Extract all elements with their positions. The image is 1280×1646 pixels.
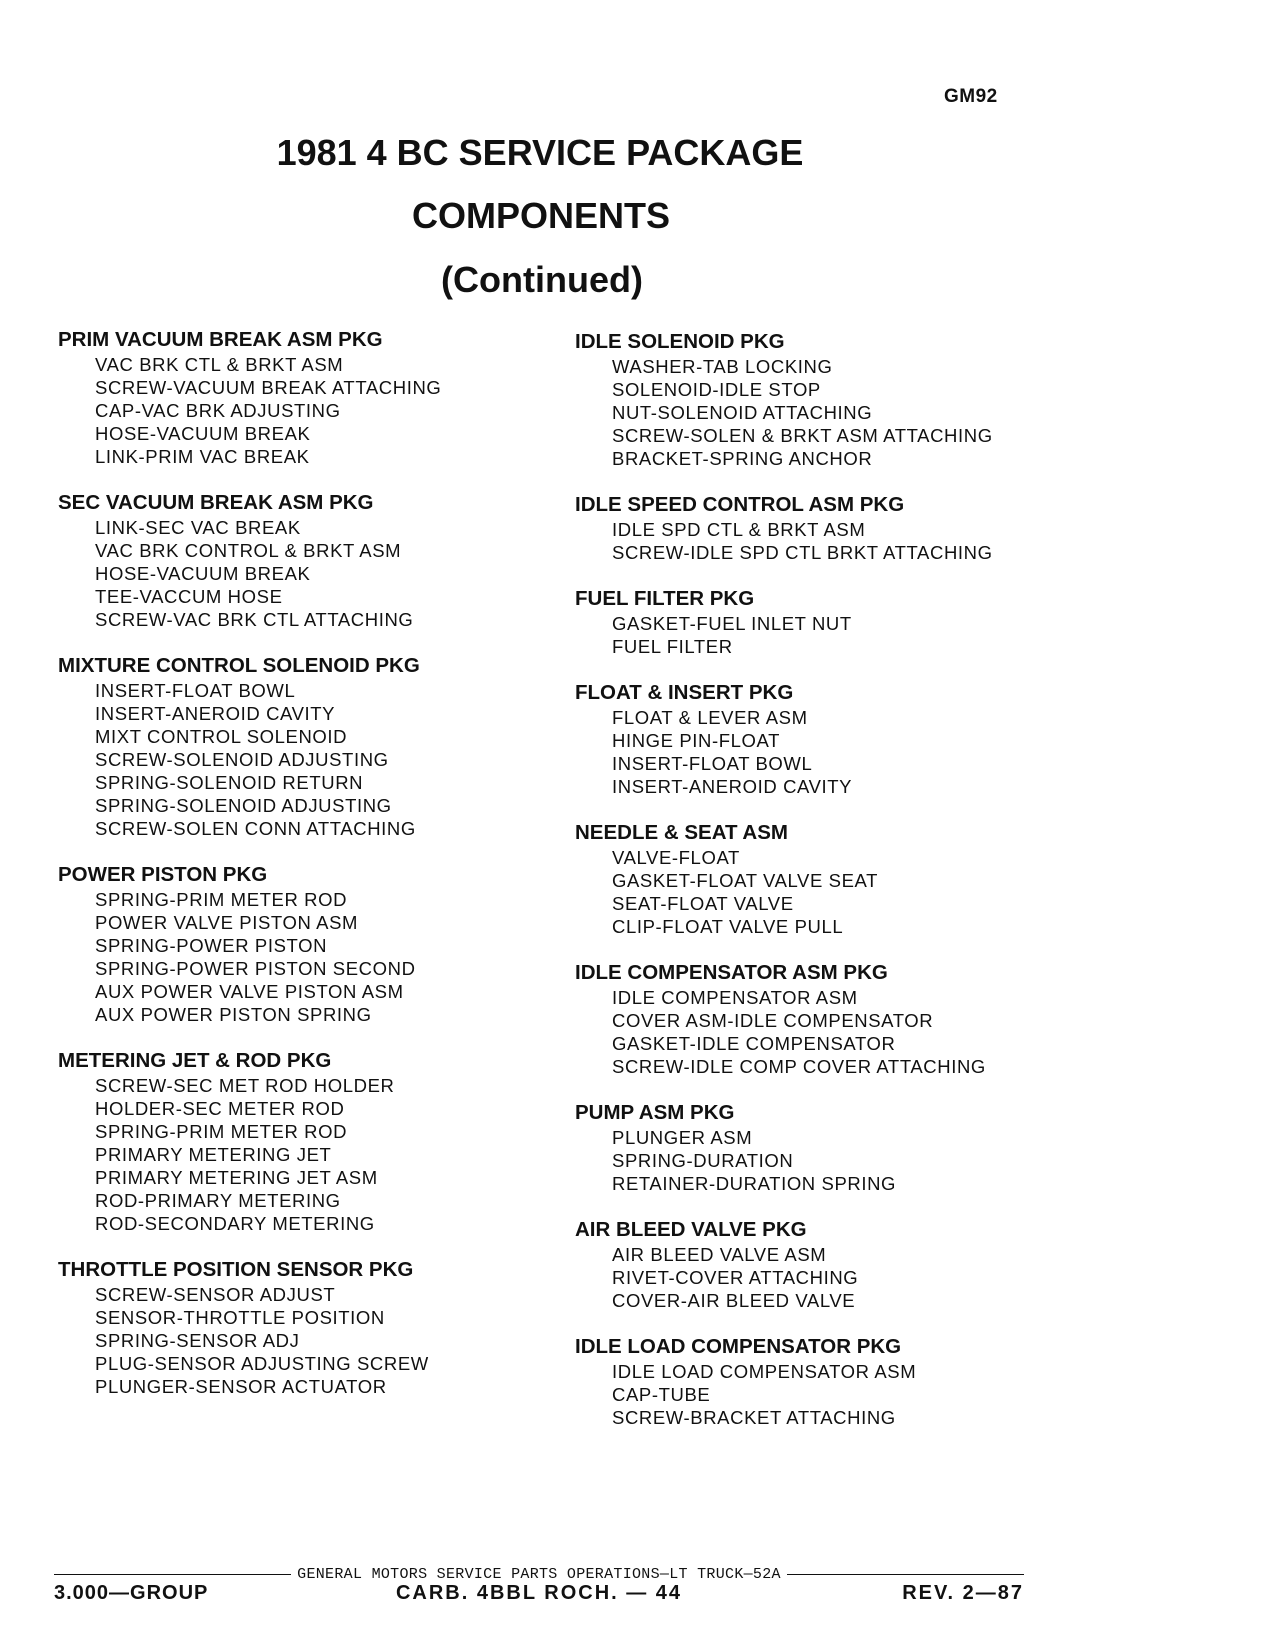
package-section (58, 1257, 618, 1398)
package-title: FLOAT & INSERT PKG (575, 681, 794, 704)
package-item-list (58, 516, 618, 631)
package-item-list (575, 612, 1135, 658)
package-item: SCREW-SOLEN CONN ATTACHING (95, 818, 416, 839)
package-item: LINK-SEC VAC BREAK (95, 517, 301, 538)
package-item: ROD-PRIMARY METERING (95, 1190, 341, 1211)
package-item: SPRING-POWER PISTON SECOND (95, 958, 416, 979)
package-item-list (575, 1360, 1135, 1429)
package-item: CLIP-FLOAT VALVE PULL (612, 916, 844, 937)
package-title: MIXTURE CONTROL SOLENOID PKG (58, 654, 420, 677)
package-item: PRIMARY METERING JET ASM (95, 1167, 378, 1188)
package-item: PLUNGER ASM (612, 1127, 753, 1148)
package-item-list (575, 1243, 1135, 1312)
package-section (575, 1100, 1135, 1195)
package-item: SCREW-IDLE COMP COVER ATTACHING (612, 1056, 986, 1077)
package-section (575, 960, 1135, 1078)
package-title: THROTTLE POSITION SENSOR PKG (58, 1258, 414, 1281)
package-item: SCREW-VACUUM BREAK ATTACHING (95, 377, 442, 398)
package-section (575, 1334, 1135, 1429)
footer-rule-left (54, 1574, 291, 1575)
package-item: VAC BRK CTL & BRKT ASM (95, 354, 344, 375)
package-title: SEC VACUUM BREAK ASM PKG (58, 491, 374, 514)
document-code: GM92 (944, 86, 998, 107)
package-section (575, 1217, 1135, 1312)
package-title: METERING JET & ROD PKG (58, 1049, 332, 1072)
package-title: IDLE COMPENSATOR ASM PKG (575, 961, 888, 984)
package-item: INSERT-ANEROID CAVITY (95, 703, 336, 724)
package-item: HOSE-VACUUM BREAK (95, 423, 311, 444)
package-section (575, 820, 1135, 938)
footer-publisher: GENERAL MOTORS SERVICE PARTS OPERATIONS—LT TRUCK—52A (297, 1566, 781, 1583)
package-item: RIVET-COVER ATTACHING (612, 1267, 859, 1288)
package-title: FUEL FILTER PKG (575, 587, 755, 610)
package-item: SCREW-VAC BRK CTL ATTACHING (95, 609, 414, 630)
package-item: VAC BRK CONTROL & BRKT ASM (95, 540, 402, 561)
footer-rule-right (787, 1574, 1024, 1575)
package-item: SPRING-PRIM METER ROD (95, 1121, 348, 1142)
footer-group: 3.000—GROUP (54, 1582, 209, 1604)
package-item-list (575, 1126, 1135, 1195)
package-item: PLUG-SENSOR ADJUSTING SCREW (95, 1353, 429, 1374)
package-item: GASKET-IDLE COMPENSATOR (612, 1033, 896, 1054)
package-item: IDLE COMPENSATOR ASM (612, 987, 858, 1008)
package-item: VALVE-FLOAT (612, 847, 740, 868)
package-item: CAP-VAC BRK ADJUSTING (95, 400, 341, 421)
package-title: AIR BLEED VALVE PKG (575, 1218, 807, 1241)
package-title: POWER PISTON PKG (58, 863, 268, 886)
package-item: TEE-VACCUM HOSE (95, 586, 283, 607)
footer (54, 1582, 1024, 1610)
package-item: RETAINER-DURATION SPRING (612, 1173, 897, 1194)
package-item: SOLENOID-IDLE STOP (612, 379, 821, 400)
package-item: SPRING-DURATION (612, 1150, 794, 1171)
package-title: NEEDLE & SEAT ASM (575, 821, 788, 844)
page-title-line3: (Continued) (441, 259, 643, 300)
package-item-list (58, 679, 618, 840)
package-title: PRIM VACUUM BREAK ASM PKG (58, 328, 383, 351)
package-item: HINGE PIN-FLOAT (612, 730, 780, 751)
footer-revision: REV. 2—87 (902, 1582, 1024, 1604)
package-item: SPRING-SOLENOID ADJUSTING (95, 795, 392, 816)
package-item: FLOAT & LEVER ASM (612, 707, 808, 728)
package-item-list (575, 355, 1135, 470)
package-item: WASHER-TAB LOCKING (612, 356, 833, 377)
package-item: SCREW-BRACKET ATTACHING (612, 1407, 896, 1428)
package-item: NUT-SOLENOID ATTACHING (612, 402, 873, 423)
package-item: SCREW-SOLEN & BRKT ASM ATTACHING (612, 425, 993, 446)
package-item: AUX POWER PISTON SPRING (95, 1004, 372, 1025)
package-item: LINK-PRIM VAC BREAK (95, 446, 310, 467)
package-item-list (58, 888, 618, 1026)
package-item: INSERT-FLOAT BOWL (95, 680, 296, 701)
package-item: MIXT CONTROL SOLENOID (95, 726, 348, 747)
package-item: AUX POWER VALVE PISTON ASM (95, 981, 404, 1002)
package-item: PRIMARY METERING JET (95, 1144, 332, 1165)
package-item-list (575, 518, 1135, 564)
package-item: SPRING-SENSOR ADJ (95, 1330, 300, 1351)
package-title: IDLE SOLENOID PKG (575, 330, 785, 353)
package-section (575, 492, 1135, 564)
package-item: HOSE-VACUUM BREAK (95, 563, 311, 584)
package-item-list (58, 1283, 618, 1398)
package-item: SCREW-IDLE SPD CTL BRKT ATTACHING (612, 542, 993, 563)
package-title: IDLE LOAD COMPENSATOR PKG (575, 1335, 902, 1358)
package-item: AIR BLEED VALVE ASM (612, 1244, 827, 1265)
package-item-list (58, 1074, 618, 1235)
package-title: PUMP ASM PKG (575, 1101, 735, 1124)
page-title-line2: COMPONENTS (411, 195, 670, 236)
page-title: 1981 4 BC SERVICE PACKAGE (276, 132, 804, 173)
package-section (58, 653, 618, 840)
package-section (575, 329, 1135, 470)
package-item: SPRING-PRIM METER ROD (95, 889, 348, 910)
package-item: IDLE LOAD COMPENSATOR ASM (612, 1361, 917, 1382)
package-item: PLUNGER-SENSOR ACTUATOR (95, 1376, 387, 1397)
package-section (575, 680, 1135, 798)
right-column (575, 329, 1135, 1451)
package-item: SENSOR-THROTTLE POSITION (95, 1307, 385, 1328)
package-item: CAP-TUBE (612, 1384, 711, 1405)
package-item: ROD-SECONDARY METERING (95, 1213, 375, 1234)
package-section (575, 586, 1135, 658)
package-item: COVER ASM-IDLE COMPENSATOR (612, 1010, 934, 1031)
package-item-list (575, 986, 1135, 1078)
package-item: SPRING-POWER PISTON (95, 935, 328, 956)
footer-section: CARB. 4BBL ROCH. — 44 (395, 1582, 683, 1604)
package-item: BRACKET-SPRING ANCHOR (612, 448, 873, 469)
package-item: POWER VALVE PISTON ASM (95, 912, 359, 933)
package-section (58, 490, 618, 631)
package-item: GASKET-FUEL INLET NUT (612, 613, 852, 634)
package-section (58, 862, 618, 1026)
package-item: SCREW-SEC MET ROD HOLDER (95, 1075, 395, 1096)
package-item: GASKET-FLOAT VALVE SEAT (612, 870, 879, 891)
package-item-list (575, 846, 1135, 938)
package-item-list (58, 353, 618, 468)
package-item: HOLDER-SEC METER ROD (95, 1098, 345, 1119)
package-title: IDLE SPEED CONTROL ASM PKG (575, 493, 905, 516)
package-section (58, 327, 618, 468)
footer-rule-line (54, 1566, 1024, 1583)
package-item: SEAT-FLOAT VALVE (612, 893, 794, 914)
package-item: COVER-AIR BLEED VALVE (612, 1290, 856, 1311)
package-item: SCREW-SOLENOID ADJUSTING (95, 749, 389, 770)
left-column (58, 327, 618, 1420)
package-item: INSERT-ANEROID CAVITY (612, 776, 853, 797)
package-item: FUEL FILTER (612, 636, 733, 657)
package-section (58, 1048, 618, 1235)
package-item: SCREW-SENSOR ADJUST (95, 1284, 336, 1305)
package-item: INSERT-FLOAT BOWL (612, 753, 813, 774)
package-item: SPRING-SOLENOID RETURN (95, 772, 364, 793)
package-item-list (575, 706, 1135, 798)
package-item: IDLE SPD CTL & BRKT ASM (612, 519, 866, 540)
